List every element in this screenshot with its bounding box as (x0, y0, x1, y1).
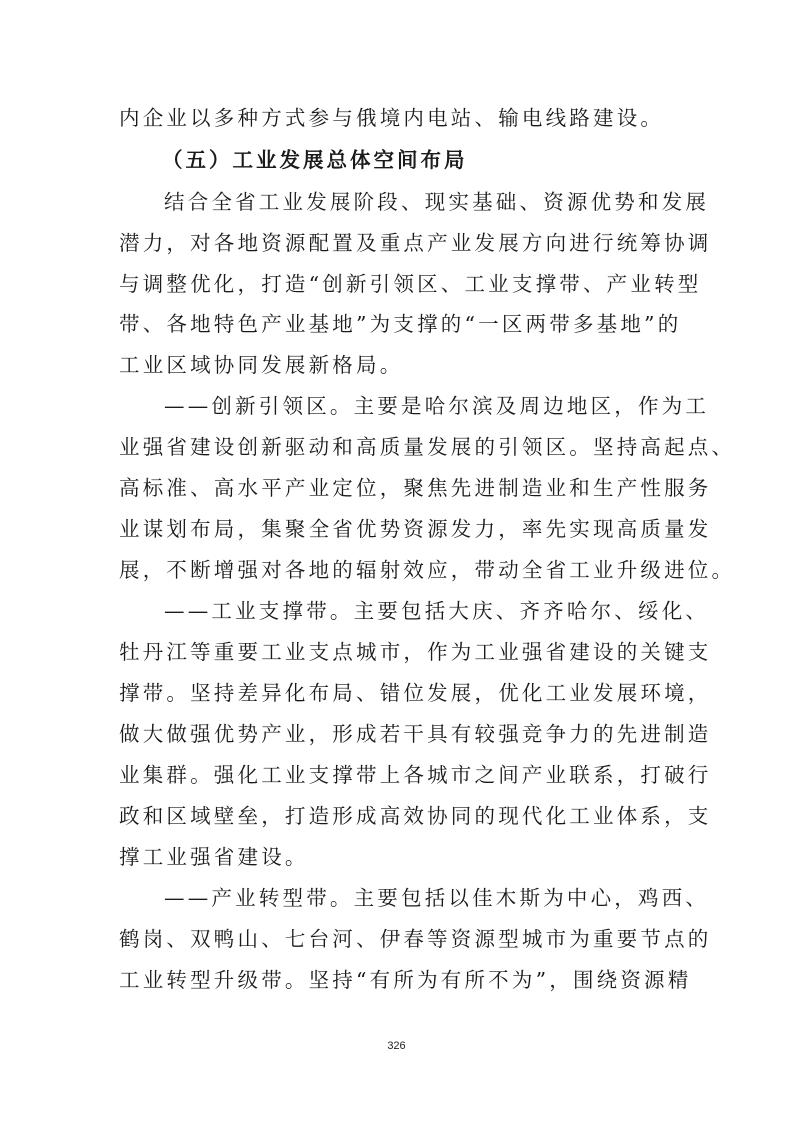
text-line: 牡丹江等重要工业支点城市，作为工业强省建设的关键支 (119, 640, 712, 664)
text-line: 做大做强优势产业，形成若干具有较强竞争力的先进制造 (119, 722, 712, 746)
page-number: 326 (387, 1040, 406, 1052)
section-heading: （五）工业发展总体空间布局 (162, 148, 468, 172)
text-line: 政和区域壁垒，打造形成高效协同的现代化工业体系，支 (119, 804, 712, 828)
text-line: 高标准、高水平产业定位，聚焦先进制造业和生产性服务 (119, 476, 712, 500)
text-line: 潜力，对各地资源配置及重点产业发展方向进行统筹协调 (119, 231, 712, 255)
text-line: 业谋划布局，集聚全省优势资源发力，率先实现高质量发 (119, 517, 712, 541)
text-line: 业强省建设创新驱动和高质量发展的引领区。坚持高起点、 (119, 435, 736, 459)
text-line: 工业转型升级带。坚持“有所为有所不为”，围绕资源精 (119, 968, 692, 992)
text-line: 撑工业强省建设。 (119, 845, 309, 869)
text-line: ——工业支撑带。主要包括大庆、齐齐哈尔、绥化、 (164, 599, 710, 623)
text-line: 鹤岗、双鸭山、七台河、伊春等资源型城市为重要节点的 (119, 927, 712, 951)
text-line: 工业区域协同发展新格局。 (119, 353, 404, 377)
text-line: ——产业转型带。主要包括以佳木斯为中心，鸡西、 (164, 886, 710, 910)
text-line: 结合全省工业发展阶段、现实基础、资源优势和发展 (164, 190, 710, 214)
text-line: 内企业以多种方式参与俄境内电站、输电线路建设。 (119, 106, 665, 130)
text-line: 与调整优化，打造“创新引领区、工业支撑带、产业转型 (119, 272, 702, 296)
text-line: 撑带。坚持差异化布局、错位发展，优化工业发展环境， (119, 681, 712, 705)
text-line: 带、各地特色产业基地”为支撑的“一区两带多基地”的 (119, 312, 682, 336)
text-line: ——创新引领区。主要是哈尔滨及周边地区，作为工 (164, 394, 710, 418)
text-line: 展，不断增强对各地的辐射效应，带动全省工业升级进位。 (119, 558, 736, 582)
text-line: 业集群。强化工业支撑带上各城市之间产业联系，打破行 (119, 763, 712, 787)
